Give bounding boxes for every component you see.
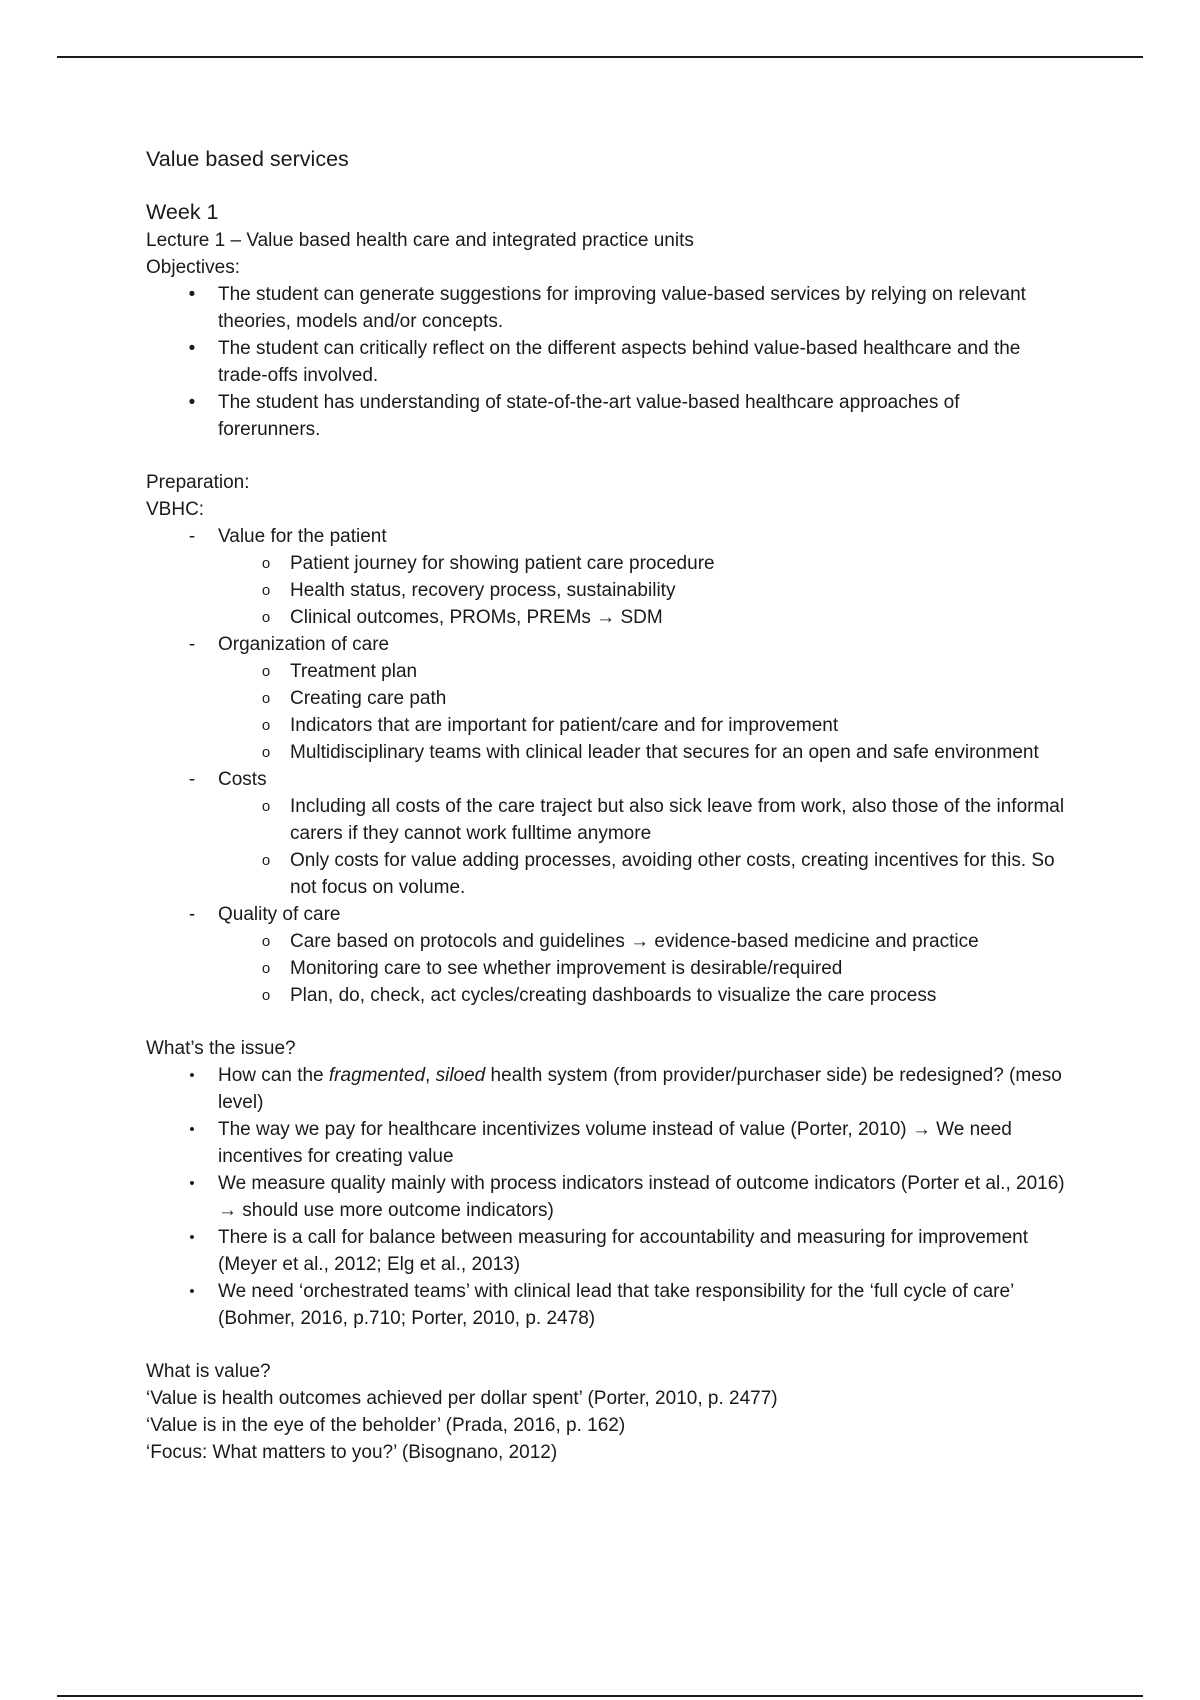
circle-marker: o (261, 798, 271, 815)
vbhc-label: VBHC: (146, 499, 205, 520)
sub-item-text: Treatment plan (290, 661, 418, 682)
issue-text-part: , (425, 1065, 436, 1086)
list-item (146, 901, 1066, 1009)
sub-item-text: Clinical outcomes, PROMs, PREMs → SDM (290, 607, 663, 628)
circle-marker: o (261, 852, 271, 869)
sub-list (218, 550, 1066, 631)
list-item (218, 604, 1066, 631)
sub-item-text: Care based on protocols and guidelines → evidence-based medicine and practice (290, 931, 979, 952)
bullet-marker: • (189, 1067, 195, 1084)
issue-text-part: How can the (218, 1065, 329, 1086)
list-item (146, 1224, 1066, 1278)
section-heading: Organization of care (218, 634, 390, 655)
dash-marker: - (188, 526, 196, 547)
issues-list (146, 1062, 1066, 1332)
preparation-label: Preparation: (146, 472, 250, 493)
list-item (218, 847, 1066, 901)
list-item (146, 1062, 1066, 1116)
sub-item-text: Monitoring care to see whether improvement is desirable/required (290, 958, 843, 979)
list-item (146, 1278, 1066, 1332)
circle-marker: o (261, 933, 271, 950)
list-item (218, 577, 1066, 604)
list-item (218, 739, 1066, 766)
sub-item-text: Including all costs of the care traject but also sick leave from work, also those of the informal carers if they cannot work fulltime anymore (290, 796, 1065, 844)
circle-marker: o (261, 663, 271, 680)
list-item (218, 928, 1066, 955)
issue-text: The way we pay for healthcare incentivizes volume instead of value (Porter, 2010) → We need incentives for creating value (218, 1119, 1012, 1167)
bullet-marker: • (189, 1121, 195, 1138)
list-item (218, 685, 1066, 712)
circle-marker: o (261, 690, 271, 707)
objective-text: The student has understanding of state-of-the-art value-based healthcare approaches of forerunners. (218, 392, 960, 440)
emphasis-fragmented: fragmented (328, 1065, 426, 1086)
sub-list (218, 793, 1066, 901)
list-item (146, 631, 1066, 766)
list-item (146, 1170, 1066, 1224)
list-item (218, 793, 1066, 847)
issue-text-part: health system (from provider/purchaser side) be redesigned? (meso level) (218, 1065, 1062, 1113)
value-label: What is value? (146, 1361, 271, 1382)
bullet-marker: • (189, 1175, 195, 1192)
issue-label: What’s the issue? (146, 1038, 296, 1059)
value-quote: ‘Value is in the eye of the beholder’ (Prada, 2016, p. 162) (146, 1415, 626, 1436)
document-title: Value based services (146, 147, 349, 171)
circle-marker: o (261, 717, 271, 734)
list-item (218, 982, 1066, 1009)
sub-list (218, 928, 1066, 1009)
list-item (218, 658, 1066, 685)
document-body (146, 144, 1066, 1466)
list-item (218, 550, 1066, 577)
circle-marker: o (261, 582, 271, 599)
issue-text (218, 1062, 1066, 1116)
objective-text: The student can generate suggestions for improving value-based services by relying on relevant theories, models and/or concepts. (218, 284, 1026, 332)
bullet-marker: • (188, 392, 196, 413)
list-item (146, 281, 1066, 335)
week-heading: Week 1 (146, 200, 219, 224)
objectives-label: Objectives: (146, 257, 240, 278)
sub-item-text: Creating care path (290, 688, 447, 709)
section-heading: Value for the patient (218, 526, 387, 547)
issue-text: There is a call for balance between measuring for accountability and measuring for improvement (Meyer et al., 2012; Elg et al., 2013) (218, 1227, 1029, 1275)
list-item (218, 712, 1066, 739)
list-item (146, 1116, 1066, 1170)
circle-marker: o (261, 987, 271, 1004)
sub-item-text: Indicators that are important for patient/care and for improvement (290, 715, 839, 736)
bullet-marker: • (188, 284, 196, 305)
circle-marker: o (261, 744, 271, 761)
sub-list (218, 658, 1066, 766)
bullet-marker: • (189, 1229, 195, 1246)
sub-item-text: Multidisciplinary teams with clinical leader that secures for an open and safe environment (290, 742, 1039, 763)
value-quote: ‘Focus: What matters to you?’ (Bisognano, 2012) (146, 1442, 558, 1463)
circle-marker: o (261, 555, 271, 572)
value-quote: ‘Value is health outcomes achieved per dollar spent’ (Porter, 2010, p. 2477) (146, 1388, 778, 1409)
sub-item-text: Patient journey for showing patient care procedure (290, 553, 715, 574)
sub-item-text: Health status, recovery process, sustainability (290, 580, 676, 601)
issue-text: We need ‘orchestrated teams’ with clinical lead that take responsibility for the ‘full cycle of care’ (Bohmer, 2016, p.710; Porter, 2010, p. 2478) (218, 1281, 1014, 1329)
list-item (146, 523, 1066, 631)
dash-marker: - (188, 634, 196, 655)
section-heading: Quality of care (218, 904, 341, 925)
list-item (146, 389, 1066, 443)
list-item (146, 335, 1066, 389)
sub-item-text: Plan, do, check, act cycles/creating dashboards to visualize the care process (290, 985, 937, 1006)
sub-item-text: Only costs for value adding processes, avoiding other costs, creating incentives for this. So not focus on volume. (290, 850, 1055, 898)
bullet-marker: • (188, 338, 196, 359)
lecture-heading: Lecture 1 – Value based health care and integrated practice units (146, 230, 694, 251)
emphasis-siloed: siloed (435, 1065, 486, 1086)
dash-marker: - (188, 904, 196, 925)
issue-text: We measure quality mainly with process indicators instead of outcome indicators (Porter et al., 2016) → should use more outcome indicators) (218, 1173, 1065, 1221)
section-heading: Costs (218, 769, 267, 790)
circle-marker: o (261, 960, 271, 977)
objectives-list (146, 281, 1066, 443)
footer-rule (57, 1695, 1143, 1697)
bullet-marker: • (189, 1283, 195, 1300)
circle-marker: o (261, 609, 271, 626)
list-item (146, 766, 1066, 901)
dash-marker: - (188, 769, 196, 790)
objective-text: The student can critically reflect on the different aspects behind value-based healthcare and the trade-offs involved. (218, 338, 1021, 386)
list-item (218, 955, 1066, 982)
vbhc-list (146, 523, 1066, 1009)
header-rule (57, 56, 1143, 58)
